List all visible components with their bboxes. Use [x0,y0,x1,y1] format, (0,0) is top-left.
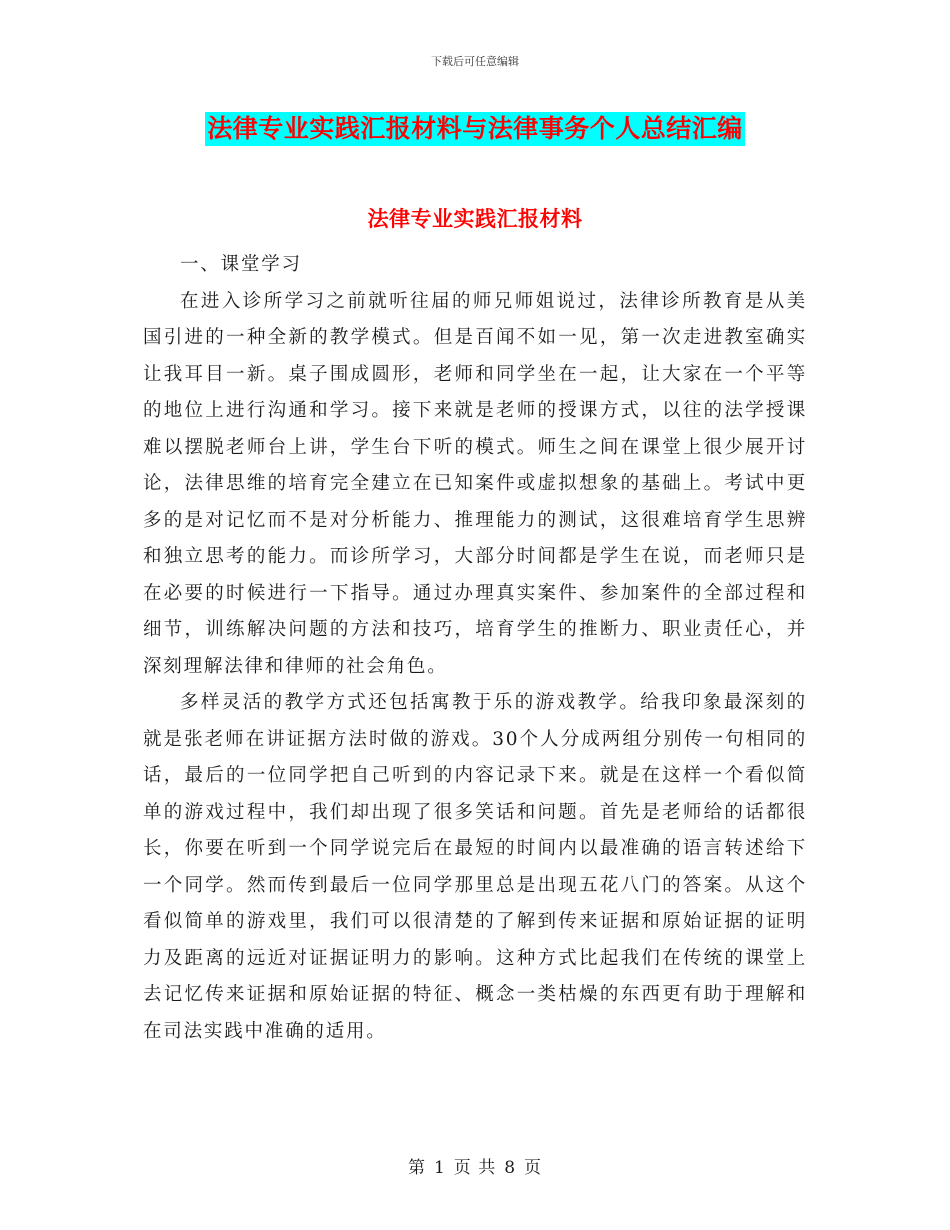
footer-prefix: 第 [407,1158,426,1178]
section-heading: 一、课堂学习 [180,254,302,275]
paragraph: 多样灵活的教学方式还包括寓教于乐的游戏教学。给我印象最深刻的就是张老师在讲证据方法时做的游戏。30个人分成两组分别传一句相同的话，最后的一位同学把自己听到的内容记录下来。就是在这样一个看似简单的游戏过程中，我们却出现了很多笑话和问题。首先是老师给的话都很长，你要在听到一个同学说完后在最短的时间内以最准确的语言转述给下一个同学。然而传到最后一位同学那里总是出现五花八门的答案。从这个看似简单的游戏里，我们可以很清楚的了解到传来证据和原始证据的证明力及距离的远近对证据证明力的影响。这种方式比起我们在传统的课堂上去记忆传来证据和原始证据的特征、概念一类枯燥的东西更有助于理解和在司法实践中准确的适用。 [143,692,807,1042]
page-footer [0,1153,950,1178]
main-title-container [0,112,950,146]
paragraph: 在进入诊所学习之前就听往届的师兄师姐说过，法律诊所教育是从美国引进的一种全新的教学模式。但是百闻不如一见，第一次走进教室确实让我耳目一新。桌子围成圆形，老师和同学坐在一起，让大家在一个平等的地位上进行沟通和学习。接下来就是老师的授课方式，以往的法学授课难以摆脱老师台上讲，学生台下听的模式。师生之间在课堂上很少展开讨论，法律思维的培育完全建立在已知案件或虚拟想象的基础上。考试中更多的是对记忆而不是对分析能力、推理能力的测试，这很难培育学生思辨和独立思考的能力。而诊所学习，大部分时间都是学生在说，而老师只是在必要的时候进行一下指导。通过办理真实案件、参加案件的全部过程和细节，训练解决问题的方法和技巧，培育学生的推断力、职业责任心，并深刻理解法律和律师的社会角色。 [143,290,807,677]
header-note: 下载后可任意编辑 [431,55,519,68]
document-body [143,247,807,1050]
footer-middle: 页 共 [453,1158,497,1178]
footer-suffix: 页 [524,1158,543,1178]
section-title: 法律专业实践汇报材料 [367,207,583,231]
main-title: 法律专业实践汇报材料与法律事务个人总结汇编 [205,112,745,146]
page-total: 8 [504,1158,517,1178]
page-number: 1 [433,1158,446,1178]
